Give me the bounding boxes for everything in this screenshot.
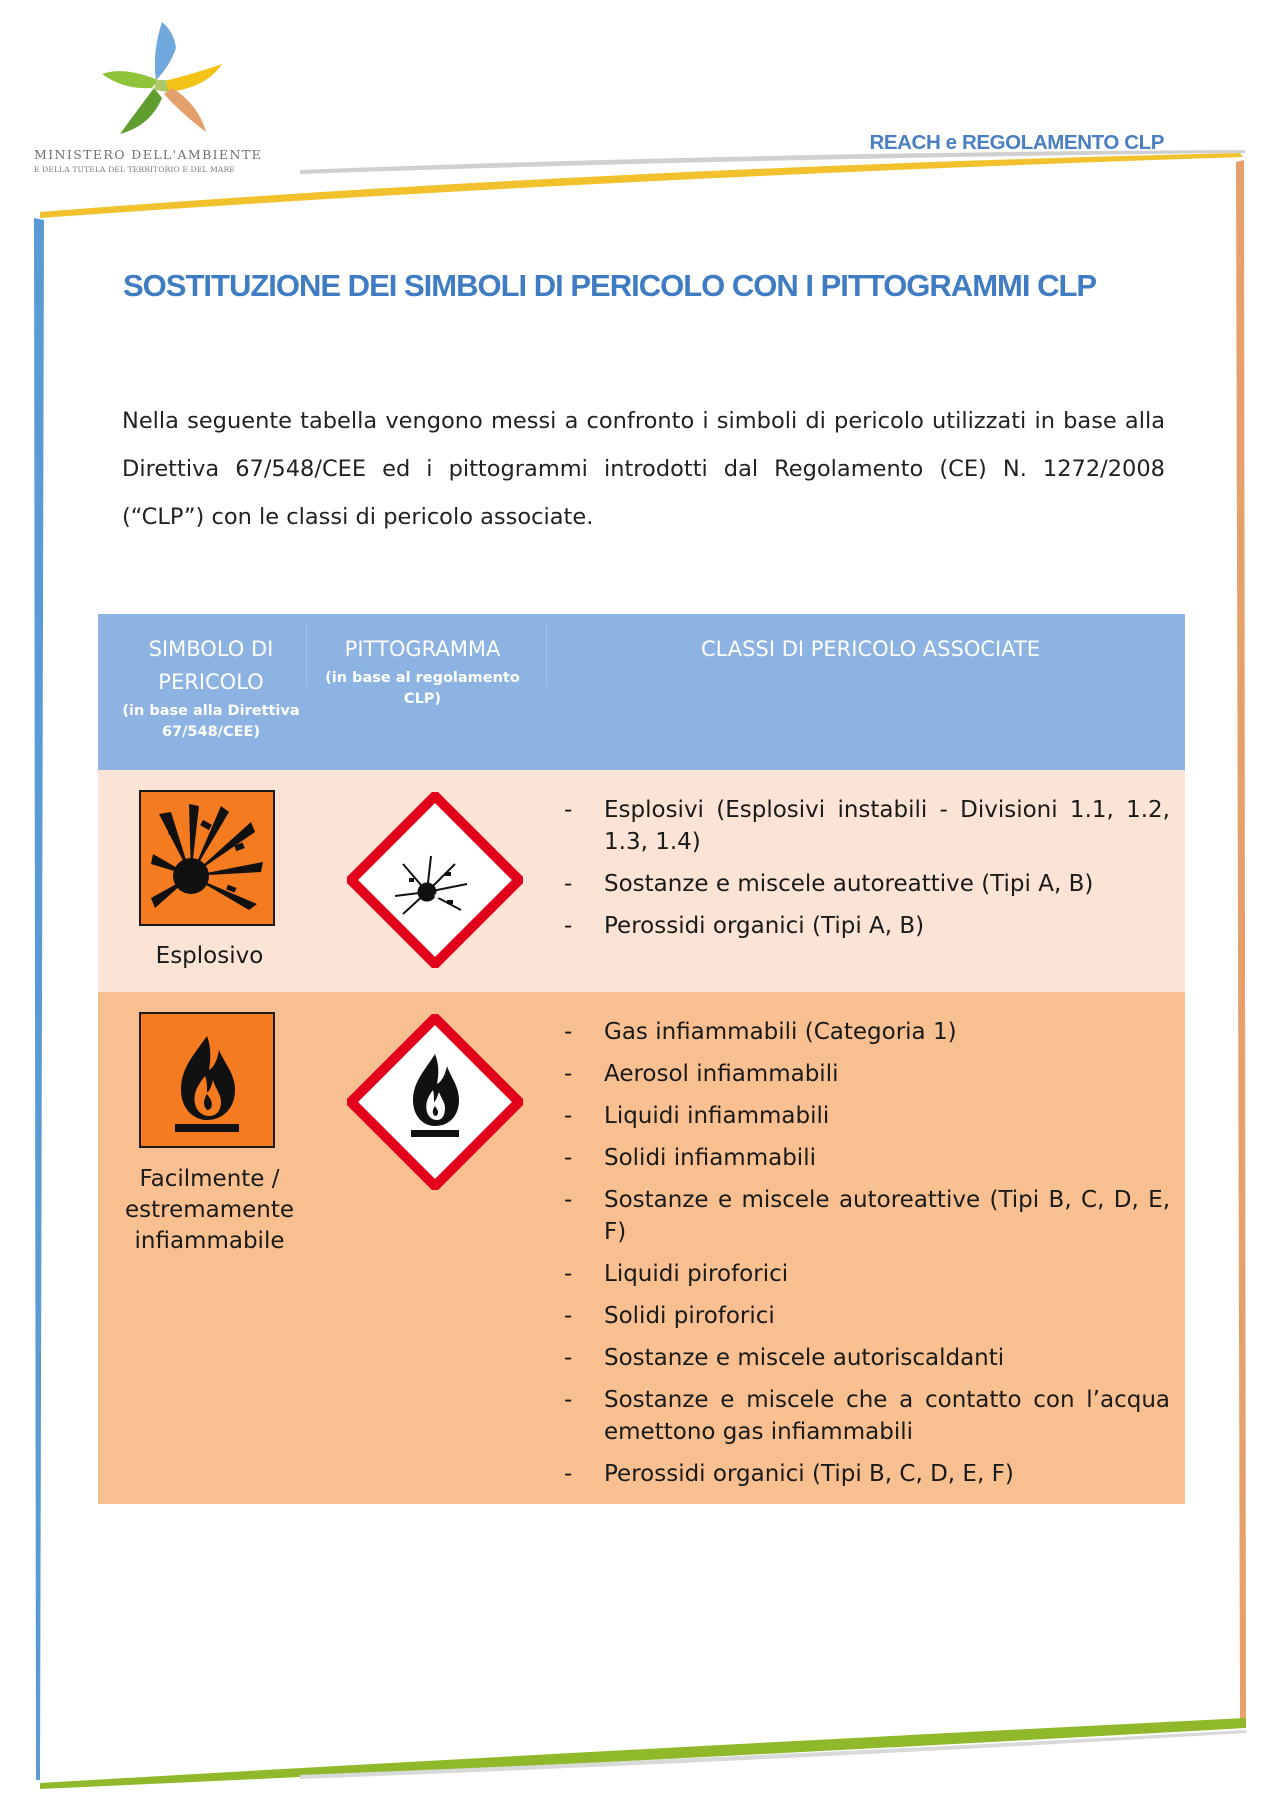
hazard-class-item: - Solidi piroforici — [564, 1300, 1170, 1332]
table-header — [98, 614, 1185, 770]
page-title: SOSTITUZIONE DEI SIMBOLI DI PERICOLO CON I PITTOGRAMMI CLP — [123, 268, 1097, 303]
header-pictogram — [311, 633, 534, 710]
header-divider — [306, 624, 307, 686]
hazard-class-item: - Liquidi piroforici — [564, 1258, 1170, 1290]
symbol-label-flammable: Facilmente / estremamente infiammabile — [124, 1166, 295, 1254]
hazard-class-item: - Sostanze e miscele autoreattive (Tipi A, B) — [564, 868, 1170, 900]
hazard-class-item: - Gas infiammabili (Categoria 1) — [564, 1016, 1170, 1048]
header-section-label: REACH e REGOLAMENTO CLP — [869, 131, 1164, 154]
header-classes — [568, 633, 1173, 666]
hazard-class-item: - Esplosivi (Esplosivi instabili - Divisioni 1.1, 1.2, 1.3, 1.4) — [564, 794, 1170, 858]
explosive-orange-icon — [139, 790, 275, 926]
table-row — [98, 770, 1185, 992]
star-logo-icon — [94, 18, 224, 138]
table-row — [98, 992, 1185, 1504]
hazard-class-item: - Perossidi organici (Tipi B, C, D, E, F) — [564, 1458, 1170, 1490]
hazard-class-item: - Sostanze e miscele che a contatto con l’acqua emettono gas infiammabili — [564, 1384, 1170, 1448]
ghs-flame-icon — [347, 1014, 523, 1194]
symbol-label-explosive: Esplosivo — [155, 943, 264, 969]
header-symbol-title: SIMBOLO DI PERICOLO — [148, 637, 274, 694]
hazard-class-item: - Perossidi organici (Tipi A, B) — [564, 910, 1170, 942]
hazard-class-item: - Liquidi infiammabili — [564, 1100, 1170, 1132]
ministry-name-line2: E DELLA TUTELA DEL TERRITORIO E DEL MARE — [34, 165, 235, 174]
hazard-comparison-table — [98, 614, 1185, 1504]
header-pictogram-subtitle: (in base al regolamento CLP) — [325, 670, 520, 707]
hazard-classes-list — [564, 1016, 1170, 1500]
hazard-classes-list — [564, 794, 1170, 952]
flammable-orange-icon — [139, 1012, 275, 1148]
ghs-exploding-bomb-icon — [347, 792, 523, 972]
header-classes-title: CLASSI DI PERICOLO ASSOCIATE — [700, 637, 1041, 661]
header-divider — [546, 624, 547, 686]
hazard-class-item: - Solidi infiammabili — [564, 1142, 1170, 1174]
hazard-class-item: - Aerosol infiammabili — [564, 1058, 1170, 1090]
header-symbol — [113, 633, 309, 743]
header-pictogram-title: PITTOGRAMMA — [344, 637, 501, 661]
intro-paragraph: Nella seguente tabella vengono messi a confronto i simboli di pericolo utilizzati in base alla Direttiva 67/548/CEE ed i pittogrammi introdotti dal Regolamento (CE) N. 1272/2008 (“CLP”) con le classi di pericolo associate. — [122, 408, 1165, 530]
ministry-logo — [28, 18, 268, 178]
hazard-class-item: - Sostanze e miscele autoriscaldanti — [564, 1342, 1170, 1374]
ministry-name-line1: MINISTERO DELL'AMBIENTE — [34, 147, 263, 162]
hazard-class-item: - Sostanze e miscele autoreattive (Tipi B, C, D, E, F) — [564, 1184, 1170, 1248]
header-symbol-subtitle: (in base alla Direttiva 67/548/CEE) — [122, 703, 300, 740]
